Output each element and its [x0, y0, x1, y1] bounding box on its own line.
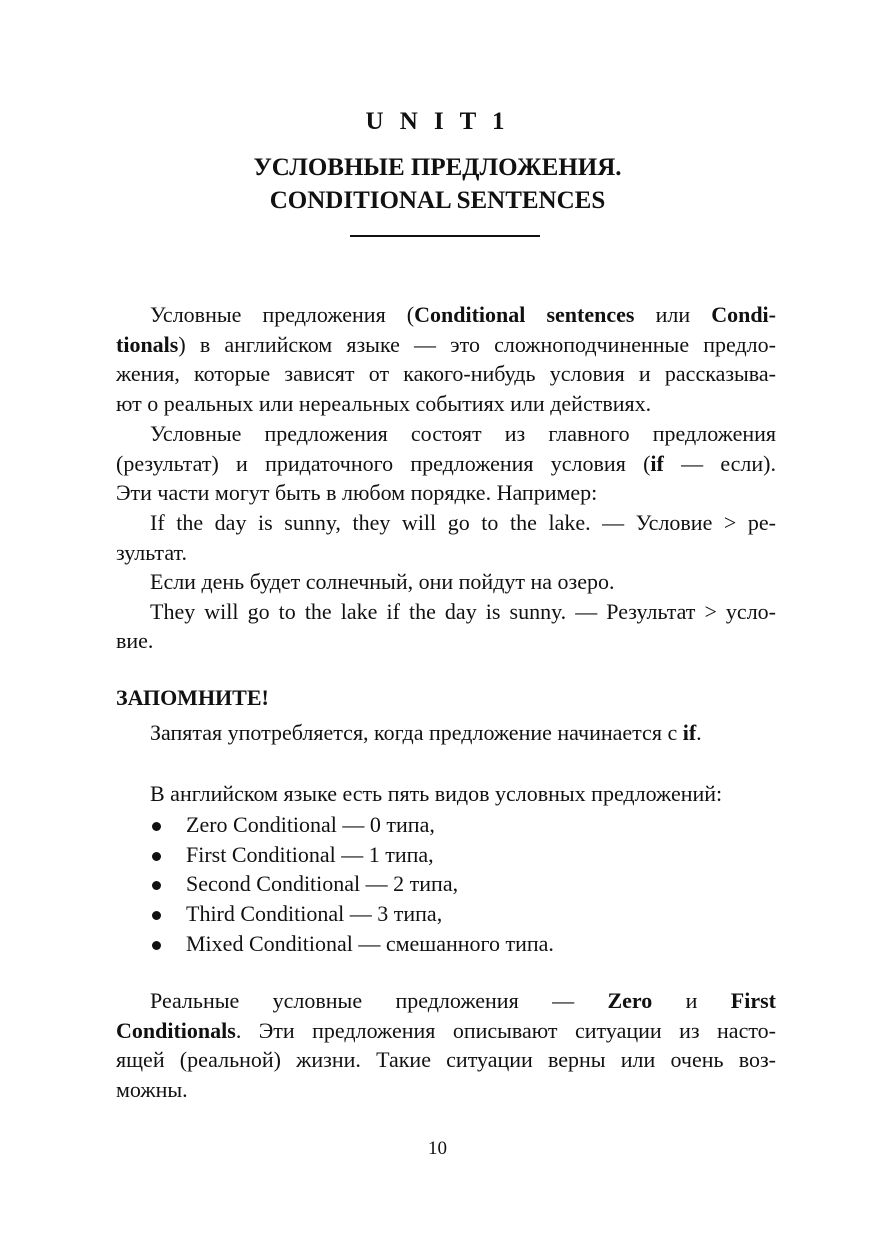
list-item: First Conditional — 1 типа,	[150, 840, 554, 870]
comma-rule-note: Запятая употребляется, когда предложение начинается с if.	[150, 720, 702, 745]
real-line-3: ящей (реальной) жизни. Такие ситуации верны или очень воз-	[116, 1047, 776, 1072]
heading-divider	[350, 235, 540, 237]
list-item: Mixed Conditional — смешанного типа.	[150, 929, 554, 959]
conditional-types-list	[150, 810, 554, 959]
example-3-line-2: вие.	[116, 628, 154, 653]
real-line-2: Conditionals. Эти предложения описывают ситуации из насто-	[116, 1017, 776, 1043]
example-1-line-1: If the day is sunny, they will go to the lake. — Условие > ре-	[150, 510, 776, 535]
example-1-line-2: зультат.	[116, 539, 187, 565]
parts-line-2: (результат) и придаточного предложения условия (if — если).	[116, 450, 777, 476]
list-item: Third Conditional — 3 типа,	[150, 899, 554, 929]
parts-line-1: Условные предложения состоят из главного предложения	[150, 421, 776, 446]
example-2: Если день будет солнечный, они пойдут на озеро.	[150, 569, 615, 594]
parts-paragraph	[116, 419, 776, 508]
page-number: 10	[428, 1138, 447, 1159]
unit-title: U N I T 1	[365, 108, 510, 135]
list-item: Second Conditional — 2 типа,	[150, 869, 554, 899]
heading-line-en: CONDITIONAL SENTENCES	[269, 187, 606, 214]
bullet-icon	[152, 911, 161, 920]
intro-line-1: Условные предложения (Conditional sentences или Condi-	[150, 302, 776, 327]
real-line-4: можны.	[116, 1076, 188, 1102]
intro-line-4: ют о реальных или нереальных событиях или действиях.	[116, 390, 652, 416]
chapter-heading	[0, 151, 875, 217]
intro-paragraph	[116, 300, 776, 418]
heading-line-ru: УСЛОВНЫЕ ПРЕДЛОЖЕНИЯ.	[253, 154, 622, 181]
examples-block	[116, 508, 776, 656]
remember-title: ЗАПОМНИТЕ!	[116, 685, 269, 710]
bullet-icon	[152, 852, 161, 861]
bullet-icon	[152, 881, 161, 890]
intro-line-2: tionals) в английском языке — это сложноподчиненные предло-	[116, 331, 776, 357]
parts-line-3: Эти части могут быть в любом порядке. Например:	[116, 480, 598, 505]
intro-line-3: жения, которые зависят от какого-нибудь условия и рассказыва-	[116, 361, 776, 386]
real-conditionals-paragraph	[116, 986, 776, 1104]
real-line-1: Реальные условные предложения — Zero и First	[150, 988, 776, 1013]
types-intro: В английском языке есть пять видов условных предложений:	[150, 781, 723, 806]
example-3-line-1: They will go to the lake if the day is sunny. — Результат > усло-	[150, 598, 776, 624]
bullet-icon	[152, 822, 161, 831]
bullet-icon	[152, 941, 161, 950]
list-item: Zero Conditional — 0 типа,	[150, 810, 554, 840]
